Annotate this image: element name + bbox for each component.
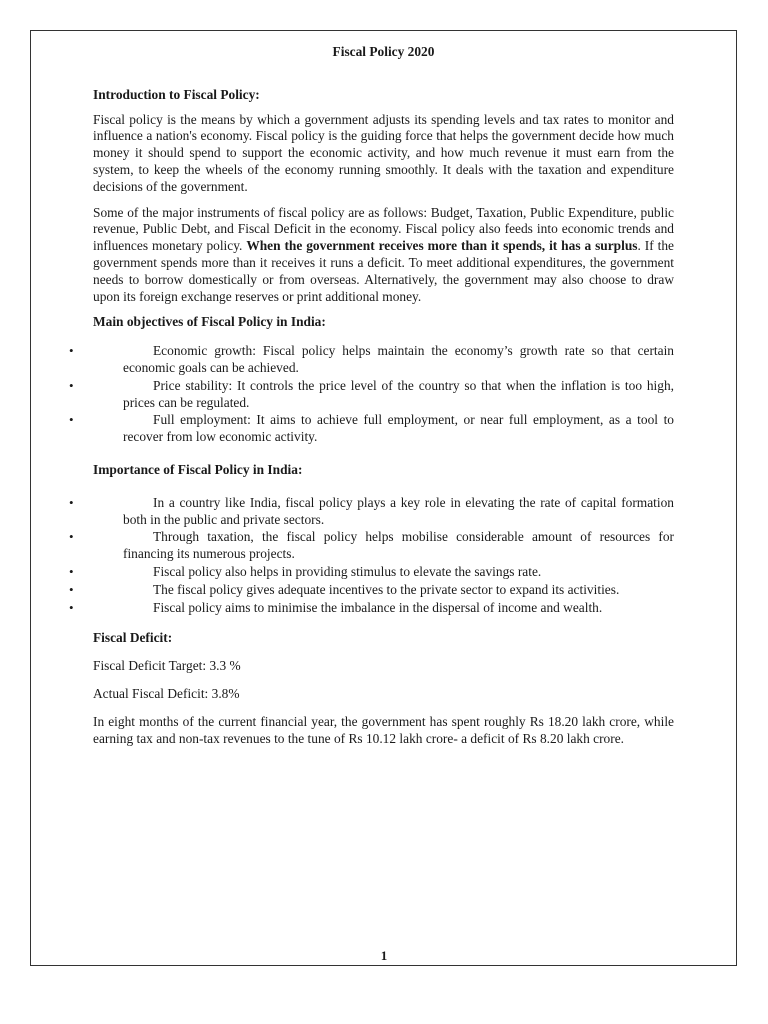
list-item: • Fiscal policy aims to minimise the imbalance in the dispersal of income and wealth. [69, 599, 603, 615]
instruments-text-1: Some of the major instruments of fiscal policy are as follows: Budget, Taxation, Public Expenditure, public revenue, Public Debt, and Fiscal Deficit in the economy. Fiscal policy also feeds into economic trends and influences monetary policy. [93, 204, 674, 254]
objective-text: It controls the price level of the country so that when the inflation is too high, prices can be regulated. [123, 377, 675, 410]
importance-list [69, 494, 674, 617]
surplus-emphasis: When the government receives more than it spends, it has a surplus [246, 238, 638, 254]
deficit-paragraph: In eight months of the current financial year, the government has spent roughly Rs 18.20 lakh crore, while earning tax and non-tax revenues to the tune of Rs 10.12 lakh crore- a deficit of Rs 8.20 lakh crore. [93, 713, 674, 746]
list-item: • Price stability: It controls the price level of the country so that when the inflation is too high, prices can be regulated. [69, 377, 675, 410]
objective-label: Price stability [153, 377, 229, 393]
document-title: Fiscal Policy 2020 [332, 44, 435, 59]
deficit-target: Fiscal Deficit Target: 3.3 % [93, 658, 241, 674]
objectives-list [69, 343, 675, 446]
bullet-icon: • [69, 599, 74, 615]
bullet-icon: • [69, 343, 74, 359]
page-number: 1 [380, 948, 388, 963]
objectives-heading: Main objectives of Fiscal Policy in India: [93, 314, 326, 330]
bullet-icon: • [69, 412, 74, 428]
importance-heading: Importance of Fiscal Policy in India: [93, 461, 303, 477]
objective-text: It aims to achieve full employment, or near full employment, as a tool to recover from low economic activity. [123, 412, 674, 445]
bullet-icon: • [69, 377, 74, 393]
bullet-icon: • [69, 581, 74, 597]
deficit-heading: Fiscal Deficit: [93, 630, 173, 646]
bullet-icon: • [69, 529, 74, 545]
objective-label: Full employment [153, 412, 248, 428]
list-item: • Fiscal policy also helps in providing stimulus to elevate the savings rate. [69, 563, 542, 579]
intro-heading: Introduction to Fiscal Policy: [93, 86, 260, 102]
list-item: • Full employment: It aims to achieve full employment, or near full employment, as a tool to recover from low economic activity. [69, 412, 674, 445]
bullet-icon: • [69, 494, 74, 510]
objective-text: Fiscal policy helps maintain the economy’s growth rate so that certain economic goals can be achieved. [123, 343, 674, 375]
objective-label: Economic growth [153, 343, 253, 359]
list-item: • In a country like India, fiscal policy plays a key role in elevating the rate of capital formation both in the public and private sectors. [69, 494, 674, 527]
list-item: • Economic growth: Fiscal policy helps maintain the economy’s growth rate so that certain economic goals can be achieved. [69, 343, 674, 375]
instruments-paragraph [93, 205, 674, 306]
intro-paragraph: Fiscal policy is the means by which a government adjusts its spending levels and tax rates to monitor and influence a nation's economy. Fiscal policy is the guiding force that helps the government decide how much money it should spend to support the economic activity, and how much revenue it must earn from the system, to keep the wheels of the economy running smoothly. It deals with the taxation and expenditure decisions of the government. [93, 111, 674, 194]
list-item: • Through taxation, the fiscal policy helps mobilise considerable amount of resources for financing its numerous projects. [69, 529, 674, 562]
deficit-actual: Actual Fiscal Deficit: 3.8% [93, 685, 240, 701]
instruments-text-2: . If the government spends more than it receives it runs a deficit. To meet additional expenditures, the government needs to borrow domestically or from overseas. Alternatively, the government may also choose to draw upon its foreign exchange reserves or print additional money. [93, 238, 674, 304]
document-body [69, 44, 675, 756]
bullet-icon: • [69, 563, 74, 579]
list-item: • The fiscal policy gives adequate incentives to the private sector to expand its activities. [69, 581, 620, 597]
